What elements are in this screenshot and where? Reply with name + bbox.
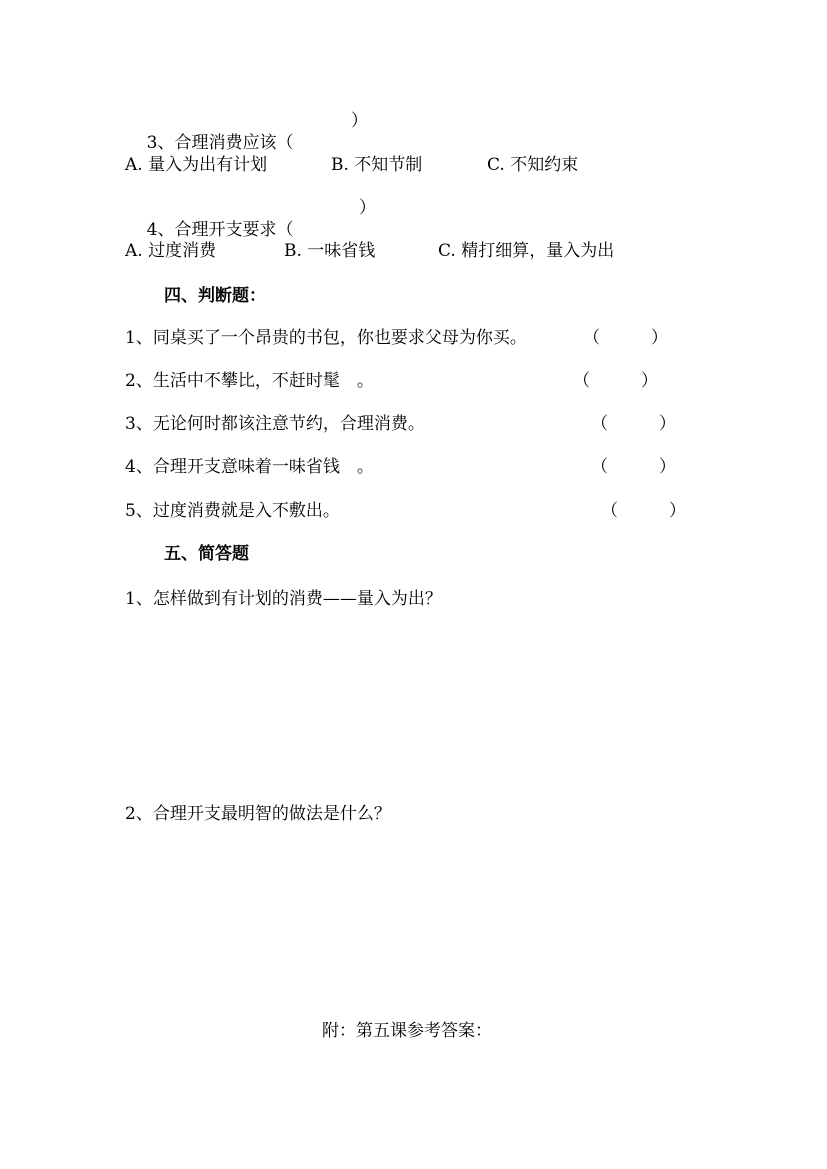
mc-question-3-close: ） (351, 111, 368, 131)
mc-question-4-option-c: C. 精打细算，量入为出 (438, 241, 615, 261)
judge-item-4-blank: （ ） (591, 457, 676, 477)
short-question-1: 1、怎样做到有计划的消费——量入为出？ (125, 589, 442, 609)
section-heading-judge: 四、判断题： (164, 286, 266, 306)
short-question-2: 2、合理开支最明智的做法是什么？ (125, 804, 391, 824)
judge-item-1-blank: （ ） (583, 328, 668, 348)
judge-item-1: 1、同桌买了一个昂贵的书包，你也要求父母为你买。 (125, 328, 527, 348)
appendix-title: 附：第五课参考答案： (322, 1021, 492, 1041)
judge-item-3-blank: （ ） (591, 414, 676, 434)
judge-item-2: 2、生活中不攀比，不赶时髦 。 (125, 371, 374, 391)
mc-question-4-close: ） (359, 198, 376, 218)
mc-question-4-option-b: B. 一味省钱 (284, 241, 376, 261)
mc-question-3-option-a: A. 量入为出有计划 (125, 155, 268, 175)
judge-item-2-blank: （ ） (573, 371, 658, 391)
mc-question-3-option-b: B. 不知节制 (331, 155, 423, 175)
mc-question-3-option-c: C. 不知约束 (487, 155, 579, 175)
section-heading-short: 五、简答题 (164, 544, 249, 564)
mc-question-3-stem: 3、合理消费应该（ (146, 133, 294, 153)
judge-item-5: 5、过度消费就是入不敷出。 (125, 501, 340, 521)
mc-question-4-stem: 4、合理开支要求（ (146, 220, 294, 240)
mc-question-4-option-a: A. 过度消费 (125, 241, 217, 261)
judge-item-4: 4、合理开支意味着一味省钱 。 (125, 457, 374, 477)
judge-item-5-blank: （ ） (601, 501, 686, 521)
judge-item-3: 3、无论何时都该注意节约，合理消费。 (125, 414, 425, 434)
